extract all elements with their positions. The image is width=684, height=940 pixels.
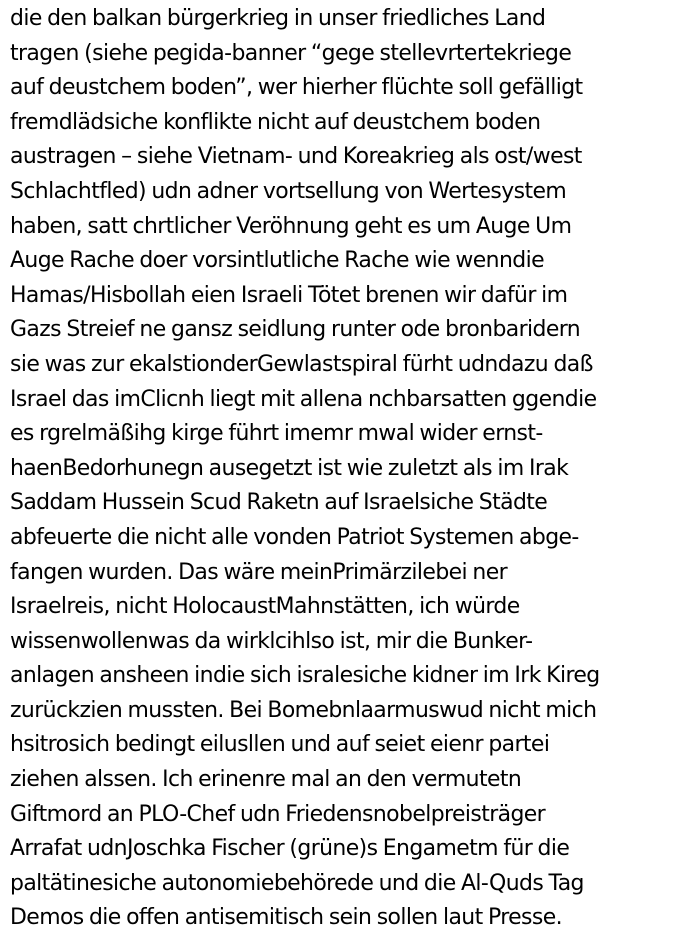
text-line: haenBedorhunegn ausegetzt ist wie zuletzt als im Irak bbox=[10, 455, 569, 481]
text-line: zurückzien mussten. Bei Bomebnlaarmuswud nicht mich bbox=[10, 697, 597, 723]
text-line: Gazs Streief ne gansz seidlung runter ode bronbaridern bbox=[10, 317, 581, 343]
text-line: haben, satt chrtlicher Veröhnung geht es um Auge Um bbox=[10, 213, 572, 239]
text-line: abfeuerte die nicht alle vonden Patriot Systemen abge- bbox=[10, 524, 579, 550]
text-line: paltätinesiche autonomiebehörede und die Al-Quds Tag bbox=[10, 870, 584, 896]
text-line: Arrafat udnJoschka Fischer (grüne)s Engametm für die bbox=[10, 836, 570, 862]
text-line: Giftmord an PLO-Chef udn Friedensnobelpreisträger bbox=[10, 801, 546, 827]
text-line: Israelreis, nicht HolocaustMahnstätten, ich würde bbox=[10, 594, 520, 620]
text-line: fremdlädsiche konflikte nicht auf deustchem boden bbox=[10, 109, 541, 135]
text-line: die den balkan bürgerkrieg in unser friedliches Land bbox=[10, 6, 546, 31]
text-line: es rgrelmäßihg kirge führt imemr mwal wider ernst- bbox=[10, 421, 543, 447]
text-line: ziehen alssen. Ich erinenre mal an den vermutetn bbox=[10, 767, 522, 793]
text-line: hsitrosich bedingt eilusllen und auf seiet eienr partei bbox=[10, 732, 550, 758]
text-line: Saddam Hussein Scud Raketn auf Israelsiche Städte bbox=[10, 490, 548, 516]
text-line: Israel das imClicnh liegt mit allena nchbarsatten ggendie bbox=[10, 386, 597, 412]
text-line: anlagen ansheen indie sich isralesiche kidner im Irk Kireg bbox=[10, 663, 600, 689]
text-line: austragen – siehe Vietnam- und Koreakrieg als ost/west bbox=[10, 144, 582, 170]
text-line: wissenwollenwas da wirklcihlso ist, mir die Bunker- bbox=[10, 628, 533, 654]
text-line: sie was zur ekalstionderGewlastspiral fürht udndazu daß bbox=[10, 351, 593, 377]
text-line: tragen (siehe pegida-banner “gege stellevrtertekriege bbox=[10, 40, 572, 66]
text-line: auf deustchem boden”, wer hierher flüchte soll gefälligt bbox=[10, 75, 583, 101]
text-line: fangen wurden. Das wäre meinPrimärzilebei ner bbox=[10, 559, 508, 585]
body-text bbox=[10, 2, 680, 936]
text-line: Schlachtfled) udn adner vortsellung von Wertesystem bbox=[10, 178, 567, 204]
text-line: Auge Rache doer vorsintlutliche Rache wie wenndie bbox=[10, 248, 544, 274]
text-line: Hamas/Hisbollah eien Israeli Tötet brenen wir dafür im bbox=[10, 282, 568, 308]
text-line: Demos die offen antisemitisch sein sollen laut Presse. bbox=[10, 905, 562, 931]
